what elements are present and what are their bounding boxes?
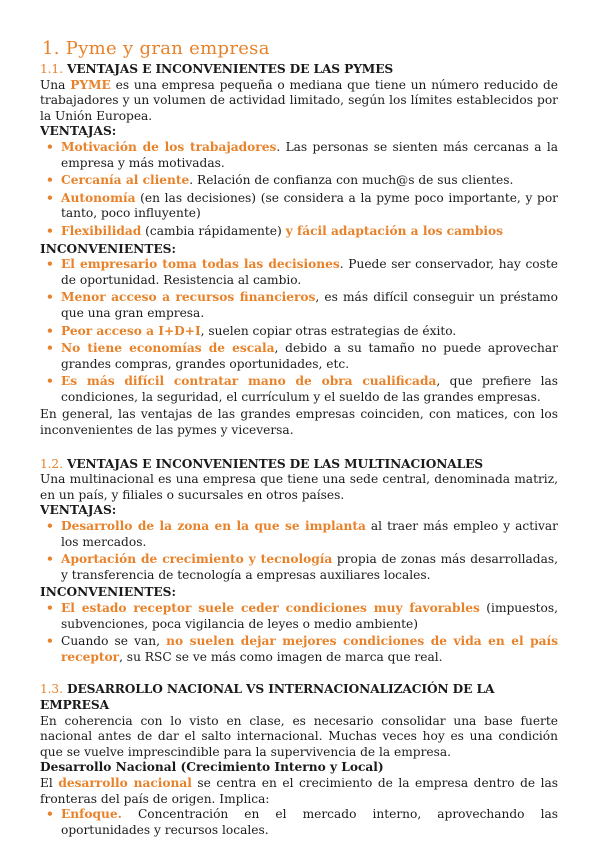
bullet-icon: • bbox=[46, 519, 54, 534]
list-inconvenientes-multinacionales bbox=[40, 601, 558, 665]
bullet-icon: • bbox=[46, 634, 54, 649]
paragraph-desarrollo-nacional: El desarrollo nacional se centra en el crecimiento de la empresa dentro de las fronteras del país de origen. Implica: bbox=[40, 775, 559, 806]
list-item: • El estado receptor suele ceder condiciones muy favorables (impuestos, subvenciones, poca vigilancia de leyes o medio ambiente) bbox=[46, 601, 558, 631]
bullet-icon: • bbox=[46, 323, 54, 338]
paragraph-coherencia: En coherencia con lo visto en clase, es necesario consolidar una base fuerte nacional antes de dar el salto internacional. Muchas veces hoy es una condición que se vuelve imprescindible para la supervivencia de la empresa. bbox=[40, 713, 558, 759]
section-number: 1.1. bbox=[40, 62, 63, 76]
section-number: 1.2. bbox=[40, 456, 63, 471]
list-item: • Motivación de los trabajadores. Las personas se sienten más cercanas a la empresa y más motivadas. bbox=[46, 139, 558, 170]
list-item: • Cuando se van, no suelen dejar mejores condiciones de vida en el país receptor, su RSC se ve más como imagen de marca que real. bbox=[46, 634, 558, 664]
section-title: DESARROLLO NACIONAL VS INTERNACIONALIZACIÓN DE LA EMPRESA bbox=[40, 682, 495, 712]
paragraph-pyme-definition: Una PYME es una empresa pequeña o mediana que tiene un número reducido de trabajadores y un volumen de actividad limitado, según los límites establecidos por la Unión Europea. bbox=[40, 77, 558, 123]
list-item: • Desarrollo de la zona en la que se implanta al traer más empleo y activar los mercados. bbox=[46, 519, 558, 549]
label-ventajas: VENTAJAS: bbox=[40, 124, 117, 139]
list-item: • Peor acceso a I+D+I, suelen copiar otras estrategias de éxito. bbox=[46, 323, 457, 338]
bullet-icon: • bbox=[46, 223, 54, 238]
bullet-icon: • bbox=[46, 290, 54, 305]
section-heading-pymes bbox=[40, 62, 558, 78]
section-number: 1.3. bbox=[40, 682, 63, 697]
bullet-icon: • bbox=[46, 807, 54, 822]
bullet-icon: • bbox=[46, 341, 54, 356]
subheading-desarrollo-nacional: Desarrollo Nacional (Crecimiento Interno y Local) bbox=[40, 760, 384, 775]
list-ventajas-multinacionales bbox=[40, 519, 558, 583]
list-item: • Es más difícil contratar mano de obra cualificada, que prefiere las condiciones, la seguridad, el currículum y el sueldo de las grandes empresas. bbox=[46, 374, 558, 404]
bullet-icon: • bbox=[46, 173, 54, 188]
bullet-icon: • bbox=[46, 552, 54, 567]
list-item: • Aportación de crecimiento y tecnología propia de zonas más desarrolladas, y transferencia de tecnología a empresas auxiliares locales. bbox=[46, 552, 558, 582]
list-item: • Autonomía (en las decisiones) (se considera a la pyme poco importante, y por tanto, poco influyente) bbox=[46, 190, 558, 221]
list-ventajas-pymes bbox=[40, 140, 558, 240]
paragraph-closing: En general, las ventajas de las grandes empresas coinciden, con matices, con los inconvenientes de las pymes y viceversa. bbox=[40, 407, 558, 438]
bullet-icon: • bbox=[46, 601, 54, 615]
bullet-icon: • bbox=[46, 190, 54, 205]
list-item: • Cercanía al cliente. Relación de confianza con much@s de sus clientes. bbox=[46, 173, 514, 188]
page-title: 1. Pyme y gran empresa bbox=[42, 38, 270, 59]
section-heading-multinacionales bbox=[40, 457, 558, 473]
list-inconvenientes-pymes bbox=[40, 257, 558, 405]
document-page bbox=[40, 38, 558, 840]
paragraph-multinacional-definition: Una multinacional es una empresa que tiene una sede central, denominada matriz, en un país, y filiales o sucursales en otros países. bbox=[40, 472, 558, 502]
list-item: • Enfoque. Concentración en el mercado interno, aprovechando las oportunidades y recursos locales. bbox=[46, 807, 558, 837]
list-item: • Flexibilidad (cambia rápidamente) y fácil adaptación a los cambios bbox=[46, 223, 504, 238]
section-heading-desarrollo bbox=[40, 682, 558, 713]
bullet-icon: • bbox=[46, 374, 54, 389]
list-implica bbox=[40, 807, 558, 838]
section-title: VENTAJAS E INCONVENIENTES DE LAS MULTINACIONALES bbox=[67, 456, 483, 471]
label-inconvenientes: INCONVENIENTES: bbox=[40, 585, 176, 600]
label-inconvenientes: INCONVENIENTES: bbox=[40, 241, 176, 256]
list-item: • No tiene economías de escala, debido a su tamaño no puede aprovechar grandes compras, grandes oportunidades, etc. bbox=[46, 341, 558, 371]
label-ventajas: VENTAJAS: bbox=[40, 503, 117, 518]
bullet-icon: • bbox=[46, 139, 54, 154]
section-title: VENTAJAS E INCONVENIENTES DE LAS PYMES bbox=[67, 62, 394, 76]
list-item: • Menor acceso a recursos financieros, es más difícil conseguir un préstamo que una gran empresa. bbox=[46, 290, 558, 320]
list-item: • El empresario toma todas las decisiones. Puede ser conservador, hay coste de oportunidad. Resistencia al cambio. bbox=[46, 257, 558, 287]
bullet-icon: • bbox=[46, 257, 54, 272]
